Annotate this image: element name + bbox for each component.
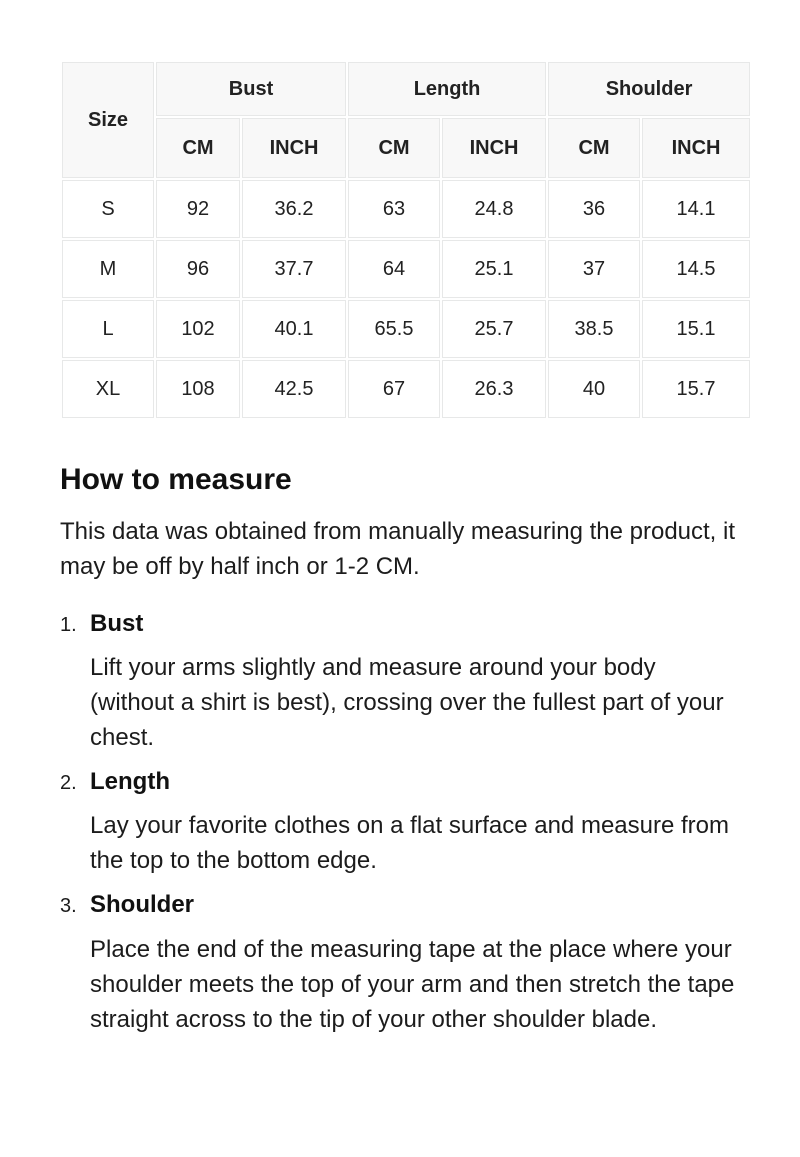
value-cell: 36.2 <box>242 180 346 238</box>
list-item-term: Shoulder <box>90 891 195 919</box>
list-item-number: 2. <box>60 772 77 795</box>
value-cell: 14.5 <box>642 240 750 298</box>
size-cell: XL <box>62 360 154 418</box>
table-header-group-row <box>62 62 750 116</box>
list-item-body <box>90 889 740 1047</box>
value-cell: 37 <box>548 240 640 298</box>
list-item-term: Bust <box>90 610 144 637</box>
list-item-number: 3. <box>60 895 77 918</box>
unit-header-shoulder-inch: INCH <box>642 118 750 178</box>
value-cell: 24.8 <box>442 180 546 238</box>
list-item-length <box>60 766 740 889</box>
value-cell: 42.5 <box>242 360 346 418</box>
unit-header-bust-cm: CM <box>156 118 240 178</box>
list-item-body <box>90 608 740 766</box>
list-item-description: Place the end of the measuring tape at the place where your shoulder meets the top of your arm and then stretch the tape straight across to the tip of your other shoulder blade. <box>90 935 735 1033</box>
value-cell: 92 <box>156 180 240 238</box>
column-group-shoulder: Shoulder <box>548 62 750 116</box>
unit-header-shoulder-cm: CM <box>548 118 640 178</box>
list-item-term: Length <box>90 768 170 796</box>
list-item-number: 1. <box>60 614 77 636</box>
value-cell: 26.3 <box>442 360 546 418</box>
value-cell: 40 <box>548 360 640 418</box>
list-item-body <box>90 766 740 889</box>
value-cell: 25.1 <box>442 240 546 298</box>
value-cell: 108 <box>156 360 240 418</box>
unit-header-length-cm: CM <box>348 118 440 178</box>
measure-intro-text: This data was obtained from manually measuring the product, it may be off by half inch or 1-2 CM. <box>60 518 736 580</box>
value-cell: 15.7 <box>642 360 750 418</box>
value-cell: 14.1 <box>642 180 750 238</box>
column-group-bust: Bust <box>156 62 346 116</box>
corner-header-size: Size <box>62 62 154 178</box>
value-cell: 36 <box>548 180 640 238</box>
table-row-m <box>62 240 750 298</box>
value-cell: 38.5 <box>548 300 640 358</box>
table-row-s <box>62 180 750 238</box>
size-cell: L <box>62 300 154 358</box>
table-header-unit-row <box>62 118 750 178</box>
column-group-length: Length <box>348 62 546 116</box>
list-item-description: Lift your arms slightly and measure around your body (without a shirt is best), crossing over the fullest part of your chest. <box>90 654 724 752</box>
size-chart-table <box>60 60 752 420</box>
size-cell: S <box>62 180 154 238</box>
value-cell: 102 <box>156 300 240 358</box>
list-item-description: Lay your favorite clothes on a flat surface and measure from the top to the bottom edge. <box>90 812 729 875</box>
table-row-xl <box>62 360 750 418</box>
measure-instruction-list <box>60 608 740 1048</box>
value-cell: 65.5 <box>348 300 440 358</box>
value-cell: 64 <box>348 240 440 298</box>
value-cell: 37.7 <box>242 240 346 298</box>
value-cell: 63 <box>348 180 440 238</box>
value-cell: 40.1 <box>242 300 346 358</box>
list-item-bust <box>60 608 740 766</box>
value-cell: 15.1 <box>642 300 750 358</box>
unit-header-length-inch: INCH <box>442 118 546 178</box>
value-cell: 25.7 <box>442 300 546 358</box>
list-item-shoulder <box>60 889 740 1047</box>
table-row-l <box>62 300 750 358</box>
size-cell: M <box>62 240 154 298</box>
value-cell: 67 <box>348 360 440 418</box>
how-to-measure-heading: How to measure <box>60 463 292 496</box>
value-cell: 96 <box>156 240 240 298</box>
unit-header-bust-inch: INCH <box>242 118 346 178</box>
